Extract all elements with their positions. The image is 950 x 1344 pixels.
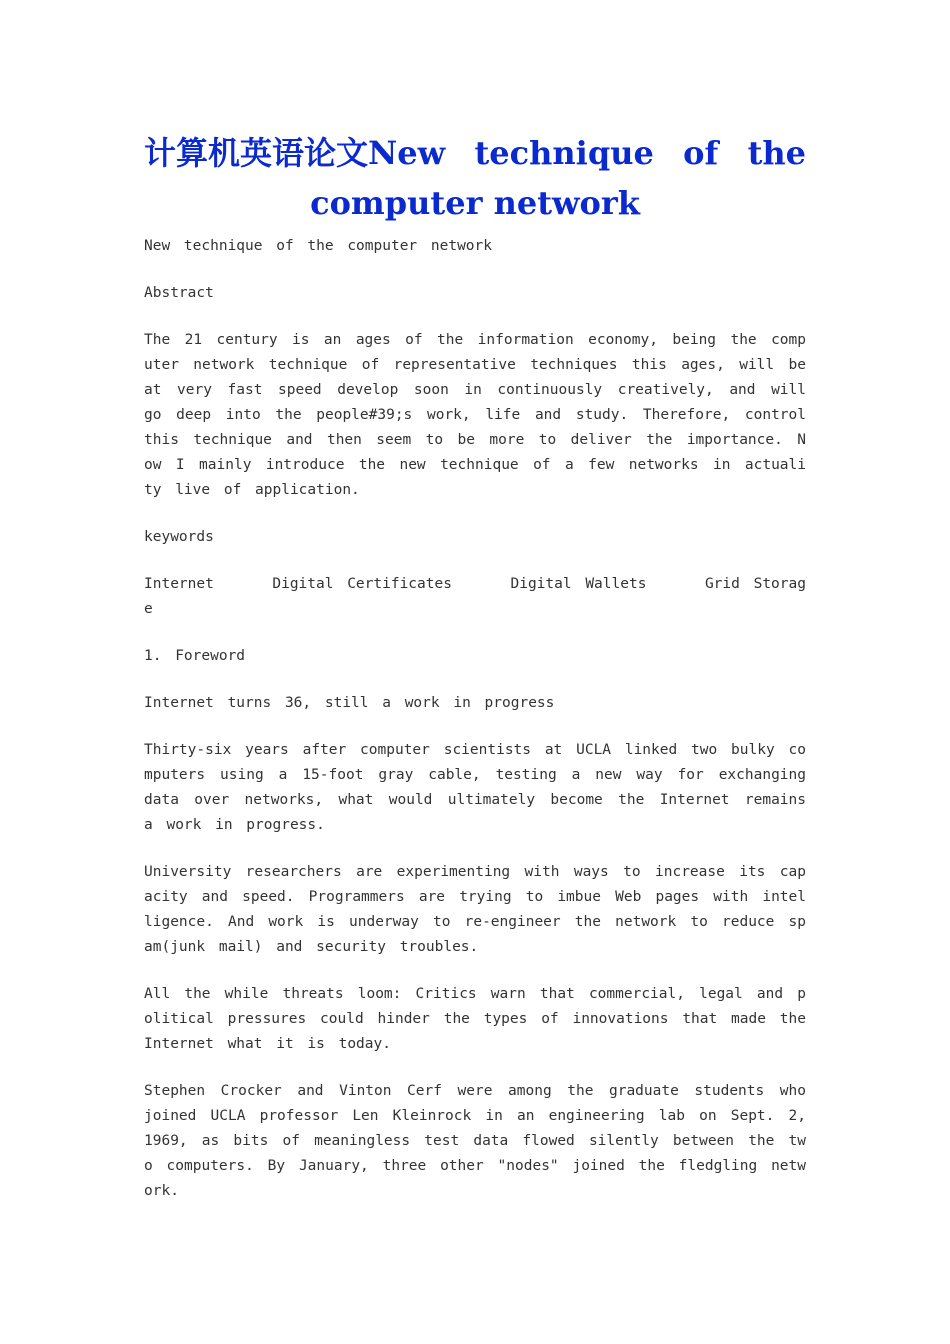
title-word: of [683,134,719,172]
body-paragraph: University researchers are experimenting with ways to increase its capacity and speed. Programmers are trying to imbue Web pages with intelligence. And work is underway to re-engineer the network to reduce spam(junk mail) and security troubles. [144,864,806,955]
abstract-heading: Abstract [144,285,214,301]
keyword: Grid Storag [704,576,806,592]
keyword-tail: e [144,601,153,617]
body-paragraph: Stephen Crocker and Vinton Cerf were among the graduate students who joined UCLA professor Len Kleinrock in an engineering lab on Sept. 2, 1969, as bits of meaningless test data flowed silently between the two computers. By January, three other "nodes" joined the fledgling network. [144,1083,806,1199]
title-word: 计算机英语论文New [144,134,446,172]
document-title [144,128,806,228]
subtitle: New technique of the computer network [144,238,493,254]
keyword: Digital Certificates [272,576,452,592]
body-paragraph: Thirty-six years after computer scientists at UCLA linked two bulky computers using a 15-foot gray cable, testing a new way for exchanging data over networks, what would ultimately become the Internet remains a work in progress. [144,742,806,833]
document-body [144,234,806,1204]
section-heading: 1. Foreword [144,648,246,664]
keyword: Digital Wallets [510,576,647,592]
section-subheading: Internet turns 36, still a work in progress [144,695,555,711]
title-line-2: computer network [310,184,640,222]
abstract-text: The 21 century is an ages of the information economy, being the computer network technique of representative techniques this ages, will be at very fast speed develop soon in continuously creatively, and will go deep into the people#39;s work, life and study. Therefore, control this technique and then seem to be more to deliver the importance. Now I mainly introduce the new technique of a few networks in actuality live of application. [144,332,806,498]
keywords-row [144,572,806,597]
keywords-heading: keywords [144,529,214,545]
keyword: Internet [144,576,214,592]
title-word: the [747,134,806,172]
document-page [144,128,806,1226]
keywords-block [144,572,806,622]
body-paragraph: All the while threats loom: Critics warn that commercial, legal and political pressures could hinder the types of innovations that made the Internet what it is today. [144,986,806,1052]
title-line-1 [144,128,806,178]
title-word: technique [474,134,654,172]
